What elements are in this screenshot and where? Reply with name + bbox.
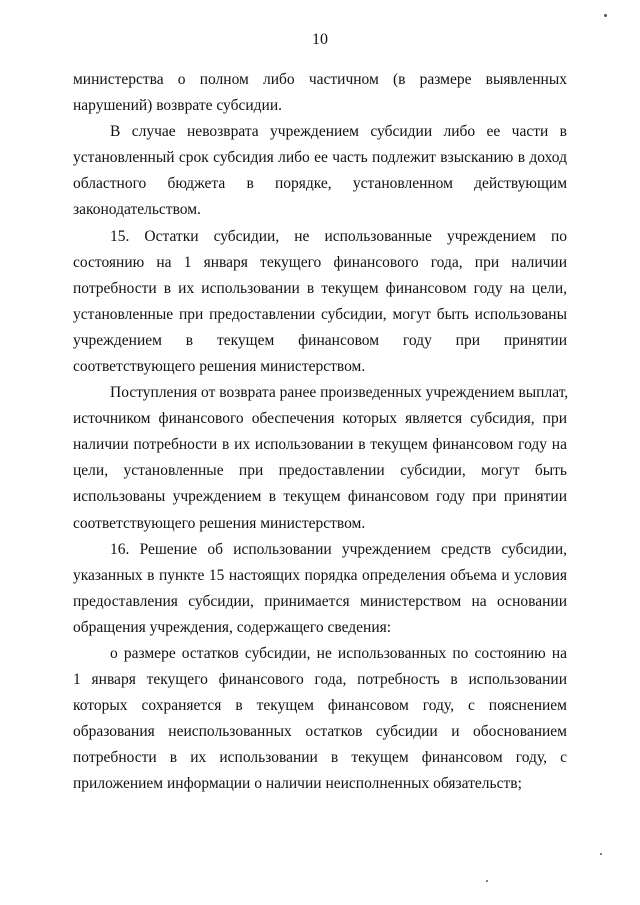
text-line: наличии потребности в их использовании в текущем финансовом году на bbox=[73, 436, 567, 453]
text-line: Поступления от возврата ранее произведенных учреждением выплат, bbox=[110, 384, 569, 401]
scan-speck bbox=[600, 853, 602, 855]
text-line: о размере остатков субсидии, не использованных по состоянию на bbox=[110, 645, 567, 662]
text-line: образования неиспользованных остатков субсидии и обоснованием bbox=[73, 723, 567, 740]
text-line: использованы учреждением в текущем финансовом году при принятии bbox=[73, 488, 567, 505]
text-line: источником финансового обеспечения которых является субсидия, при bbox=[73, 410, 567, 427]
text-line: учреждением в текущем финансовом году при принятии bbox=[73, 332, 567, 349]
text-line: цели, установленные при предоставлении субсидии, могут быть bbox=[73, 462, 567, 479]
page-number: 10 bbox=[312, 31, 328, 48]
text-line: соответствующего решения министерством. bbox=[73, 358, 366, 375]
text-line: установленные при предоставлении субсидии, могут быть использованы bbox=[73, 306, 567, 323]
text-line: областного бюджета в порядке, установленном действующим bbox=[73, 175, 567, 192]
text-line: установленный срок субсидия либо ее часть подлежит взысканию в доход bbox=[73, 149, 567, 166]
text-line: министерства о полном либо частичном (в размере выявленных bbox=[73, 71, 567, 88]
text-line: 15. Остатки субсидии, не использованные учреждением по bbox=[110, 228, 567, 245]
text-line: 16. Решение об использовании учреждением средств субсидии, bbox=[110, 541, 567, 558]
text-line: потребности в их использовании в текущем финансовом году, с bbox=[73, 749, 567, 766]
text-line: которых сохраняется в текущем финансовом году, с пояснением bbox=[73, 697, 567, 714]
scan-speck bbox=[486, 880, 488, 882]
text-line: В случае невозврата учреждением субсидии либо ее части в bbox=[110, 123, 567, 140]
text-line: 1 января текущего финансового года, потребность в использовании bbox=[73, 671, 567, 688]
text-line: потребности в их использовании в текущем финансовом году на цели, bbox=[73, 280, 567, 297]
text-line: законодательством. bbox=[73, 201, 201, 218]
text-line: предоставления субсидии, принимается министерством на основании bbox=[73, 593, 567, 610]
text-line: нарушений) возврате субсидии. bbox=[73, 97, 283, 114]
text-line: обращения учреждения, содержащего сведения: bbox=[73, 619, 392, 636]
text-line: состоянию на 1 января текущего финансового года, при наличии bbox=[73, 254, 567, 271]
text-line: указанных в пункте 15 настоящих порядка определения объема и условия bbox=[73, 567, 567, 584]
scan-speck bbox=[604, 14, 607, 17]
text-line: приложением информации о наличии неисполненных обязательств; bbox=[73, 775, 522, 792]
text-line: соответствующего решения министерством. bbox=[73, 515, 366, 532]
